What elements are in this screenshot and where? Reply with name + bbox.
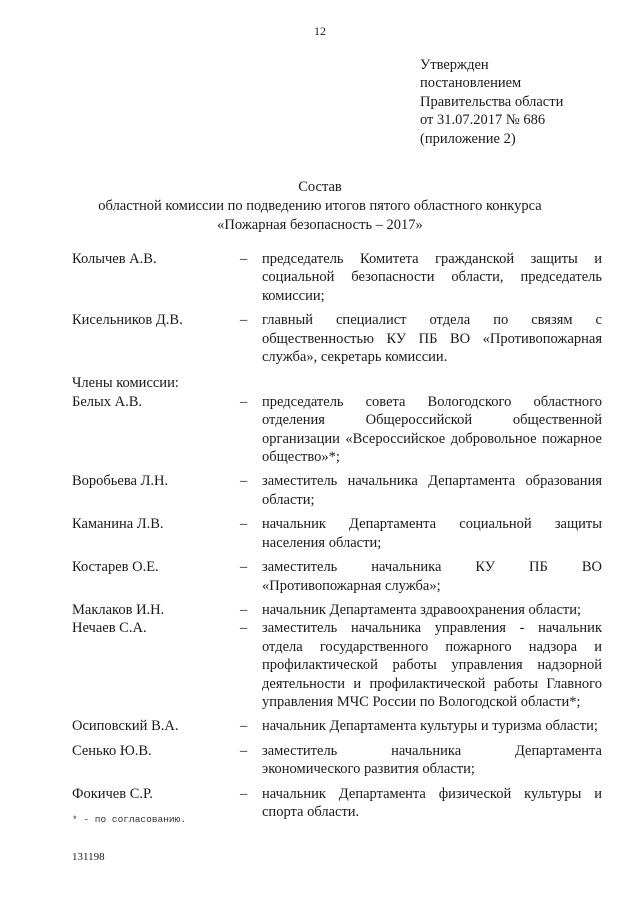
- approval-line: постановлением: [420, 75, 522, 92]
- member-position: начальник Департамента здравоохранения области;: [262, 601, 582, 618]
- list-item: [72, 742, 602, 779]
- approval-line: Утвержден: [420, 57, 489, 73]
- commission-list: [72, 250, 602, 827]
- title-line: областной комиссии по подведению итогов пятого областного конкурса: [98, 197, 542, 214]
- list-item: [72, 515, 602, 552]
- dash: –: [240, 516, 248, 533]
- member-name: Костарев О.Е.: [72, 559, 159, 576]
- page-number: 12: [314, 24, 326, 38]
- dash: –: [240, 559, 248, 576]
- dash: –: [240, 393, 248, 410]
- member-name: Сенько Ю.В.: [72, 742, 152, 759]
- list-item: [72, 601, 602, 619]
- dash: –: [240, 251, 248, 267]
- member-name: Фокичев С.Р.: [72, 785, 153, 802]
- member-position: начальник Департамента социальной защиты населения области;: [262, 516, 602, 551]
- list-item: [72, 558, 602, 595]
- dash: –: [240, 742, 248, 759]
- dash: –: [240, 718, 248, 735]
- member-position: заместитель начальника управления - начальник отдела государственного пожарного надзора и профилактической работы управления надзорной деятельности и профилактической работы Главного управления МЧС России по Вологодской области*;: [262, 620, 602, 710]
- member-position: начальник Департамента физической культуры и спорта области.: [262, 785, 602, 820]
- member-name: Белых А.В.: [72, 393, 143, 410]
- list-item: [72, 472, 602, 509]
- approval-line: от 31.07.2017 № 686: [420, 112, 546, 129]
- approval-stamp: [420, 56, 620, 148]
- member-name: Воробьева Л.Н.: [72, 473, 169, 490]
- list-item: [72, 250, 602, 305]
- member-position: председатель Комитета гражданской защиты и социальной безопасности области, председатель комиссии;: [262, 251, 602, 304]
- title-line: «Пожарная безопасность – 2017»: [217, 216, 423, 233]
- member-name: Кисельников Д.В.: [72, 312, 183, 329]
- member-name: Колычев А.В.: [72, 251, 157, 267]
- dash: –: [240, 601, 248, 618]
- dash: –: [240, 473, 248, 490]
- member-name: Нечаев С.А.: [72, 620, 147, 637]
- title-line: Состав: [298, 179, 342, 195]
- list-item: [72, 311, 602, 366]
- document-code: 131198: [72, 851, 105, 863]
- document-title: [0, 178, 640, 234]
- dash: –: [240, 312, 248, 329]
- dash: –: [240, 785, 248, 802]
- approval-line: (приложение 2): [420, 130, 516, 147]
- member-position: начальник Департамента культуры и туризма области;: [262, 718, 598, 735]
- approval-line: Правительства области: [420, 93, 564, 110]
- member-name: Осиповский В.А.: [72, 718, 179, 735]
- member-position: заместитель начальника Департамента образования области;: [262, 473, 602, 508]
- member-position: главный специалист отдела по связям с общественностью КУ ПБ ВО «Противопожарная служба», секретарь комиссии.: [262, 312, 602, 366]
- members-heading: Члены комиссии:: [72, 375, 179, 392]
- member-position: заместитель начальника КУ ПБ ВО «Противопожарная служба»;: [262, 559, 602, 594]
- list-item: [72, 393, 602, 467]
- list-item: [72, 619, 602, 711]
- member-name: Маклаков И.Н.: [72, 601, 165, 618]
- member-name: Каманина Л.В.: [72, 516, 164, 533]
- dash: –: [240, 620, 248, 637]
- list-item: [72, 717, 602, 735]
- member-position: заместитель начальника Департамента экономического развития области;: [262, 742, 602, 778]
- member-position: председатель совета Вологодского областного отделения Общероссийской общественной организации «Всероссийское добровольное пожарное общество»*;: [262, 393, 602, 466]
- footnote: * - по согласованию.: [72, 814, 187, 825]
